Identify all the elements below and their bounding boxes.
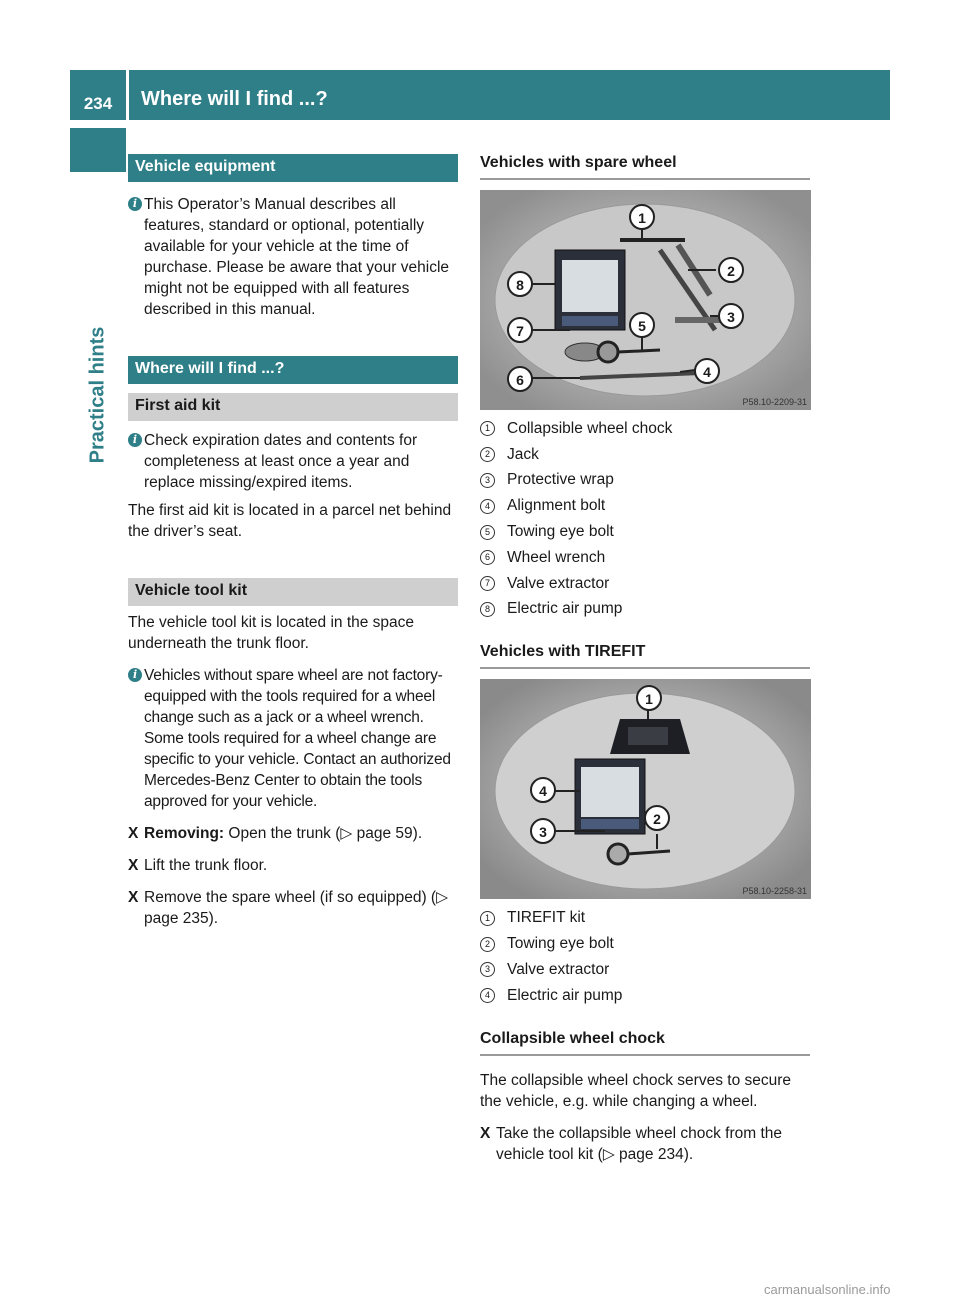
legend-item [480,931,810,957]
step-lift [128,855,458,876]
chock-step [480,1123,810,1165]
legend-item [480,957,810,983]
step-removing [128,823,458,844]
legend-number: 3 [480,473,495,488]
tool-kit-note [128,665,458,812]
step-text: Lift the trunk floor. [144,857,268,874]
legend-number: 6 [480,550,495,565]
info-icon: i [128,433,142,447]
callout: 2 [718,257,744,283]
legend-item [480,545,810,571]
callout: 3 [718,303,744,329]
legend-number: 4 [480,499,495,514]
tool-kit-text: The vehicle tool kit is located in the space underneath the trunk floor. [128,614,415,652]
callout: 8 [507,271,533,297]
legend-number: 1 [480,911,495,926]
legend-label: Electric air pump [507,986,623,1004]
spare-legend [480,416,810,622]
legend-label: Valve extractor [507,574,610,592]
first-aid-heading: First aid kit [128,393,458,421]
spare-heading: Vehicles with spare wheel [480,154,810,180]
vehicle-equipment-note [128,194,458,320]
step-arrow-icon: X [128,825,139,842]
info-icon: i [128,668,142,682]
legend-number: 8 [480,602,495,617]
legend-item [480,905,810,931]
legend-label: Electric air pump [507,600,623,618]
spare-wheel-photo [480,190,811,410]
legend-item [480,983,810,1009]
legend-label: Towing eye bolt [507,935,614,953]
step-arrow-icon: X [128,889,139,906]
callout: 7 [507,317,533,343]
header-divider [126,70,129,120]
tool-kit-note-text: Vehicles without spare wheel are not factory-equipped with the tools required for a wheel change such as a jack or a wheel wrench. Some tools required for a wheel change are specific to your vehicle. Contact an authorized Mercedes-Benz Center to obtain the tools approved for your vehicle. [144,667,451,810]
legend-number: 2 [480,937,495,952]
vehicle-equipment-note-text: This Operator’s Manual describes all features, standard or optional, potentially available for your vehicle at the time of purchase. Please be aware that your vehicle might not be equipped with all features described in this manual. [144,196,450,318]
page-number: 234 [83,94,113,113]
callout: 1 [636,685,662,711]
legend-label: Collapsible wheel chock [507,419,673,437]
legend-label: Jack [507,445,539,463]
callout: 6 [507,366,533,392]
right-column [480,154,810,1165]
side-tab-label: Practical hints [86,326,109,464]
callout: 1 [629,204,655,230]
legend-item [480,468,810,494]
page-title: Where will I find ...? [141,88,328,110]
step-arrow-icon: X [128,857,139,874]
photo-code: P58.10-2258-31 [742,886,807,897]
callout: 4 [694,358,720,384]
legend-item [480,597,810,623]
legend-label: Valve extractor [507,960,610,978]
legend-item [480,571,810,597]
legend-label: Protective wrap [507,471,614,489]
first-aid-note-text: Check expiration dates and contents for completeness at least once a year and replace missing/expired items. [144,432,418,491]
step-bold: Removing: [144,825,225,842]
legend-number: 4 [480,988,495,1003]
legend-number: 2 [480,447,495,462]
vehicle-equipment-heading: Vehicle equipment [128,154,458,182]
first-aid-text: The first aid kit is located in a parcel net behind the driver’s seat. [128,502,452,540]
callout: 5 [629,312,655,338]
legend-label: Wheel wrench [507,548,606,566]
where-heading: Where will I find ...? [128,356,458,384]
legend-label: Alignment bolt [507,497,606,515]
callout: 2 [644,805,670,831]
side-tab-block [70,128,126,172]
step-remove-spare [128,887,458,929]
left-column [128,154,458,929]
legend-number: 7 [480,576,495,591]
callout: 3 [530,818,556,844]
step-arrow-icon: X [480,1124,491,1142]
tirefit-legend [480,905,810,1008]
chock-text: The collapsible wheel chock serves to secure the vehicle, e.g. while changing a wheel. [480,1071,792,1110]
info-icon: i [128,197,142,211]
legend-number: 3 [480,962,495,977]
side-tab [70,190,126,610]
legend-label: Towing eye bolt [507,523,614,541]
legend-item [480,519,810,545]
legend-item [480,416,810,442]
tirefit-heading: Vehicles with TIREFIT [480,643,810,669]
callout: 4 [530,777,556,803]
step-text: Open the trunk (▷ page 59). [224,825,423,842]
tirefit-photo [480,679,811,899]
legend-number: 5 [480,525,495,540]
legend-item [480,442,810,468]
legend-item [480,493,810,519]
photo-code: P58.10-2209-31 [742,397,807,407]
legend-number: 1 [480,421,495,436]
step-text: Remove the spare wheel (if so equipped) (▷ page 235). [144,889,448,927]
tool-kit-heading: Vehicle tool kit [128,578,458,606]
step-text: Take the collapsible wheel chock from the vehicle tool kit (▷ page 234). [496,1124,783,1163]
first-aid-note [128,430,458,493]
footer-watermark: carmanualsonline.info [764,1282,891,1297]
legend-label: TIREFIT kit [507,909,586,927]
chock-heading: Collapsible wheel chock [480,1030,810,1056]
